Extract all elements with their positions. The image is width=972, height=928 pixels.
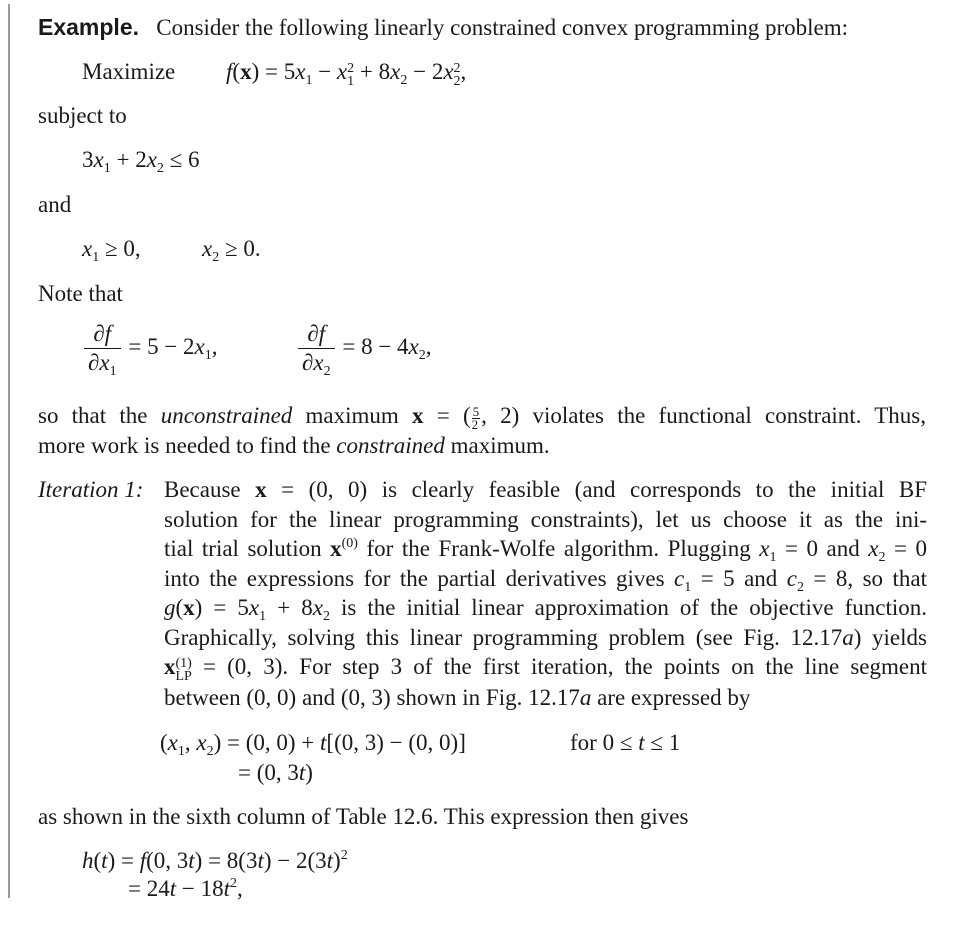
example-heading-line bbox=[38, 12, 848, 43]
and-label: and bbox=[38, 192, 72, 217]
subject-to-label: subject to bbox=[38, 103, 127, 128]
objective-keyword: Maximize bbox=[82, 59, 176, 84]
partial-derivative-x2: $\frac{\partial f}{\partial x_2}$ = $8 - 4x_2$, bbox=[296, 322, 432, 375]
intro-text: Consider the following linearly constrained convex programming problem: bbox=[156, 15, 849, 40]
unconstrained-paragraph: so that the unconstrained maximum x = ( $\frac{5}{2}$ , 2) violates the functional constraint. Thus, more work is needed to find the constrained maximum. bbox=[38, 403, 926, 458]
note-that-label: Note that bbox=[38, 281, 123, 306]
fraction: $\frac{\partial f}{\partial x_1}$ bbox=[84, 322, 121, 375]
fraction: $\frac{\partial f}{\partial x_2}$ bbox=[298, 322, 335, 375]
objective-function: $f(x) = 5x_1 - x$ 2 1 + $8x_2 - 2x$ 2 2 , bbox=[226, 59, 467, 89]
h-expression: h(t) = f(0, $3t) = 8(3t) - 2(3t)^2$ bbox=[82, 848, 348, 873]
nonneg-x1: $x_1 \ge 0$, bbox=[82, 236, 141, 265]
segment-equation: ($x_1$, $x_2) = (0$, 0) + t[(0, 3) − (0, 0)] bbox=[160, 730, 466, 759]
iteration-label: Iteration 1: bbox=[38, 477, 144, 502]
example-heading: Example. bbox=[38, 14, 139, 40]
as-shown-text: as shown in the sixth column of Table 12.6. This expression then gives bbox=[38, 804, 689, 829]
segment-equation-line2: = (0, 3t) bbox=[238, 760, 313, 785]
partial-derivative-x1: $\frac{\partial f}{\partial x_1}$ = $5 - 2x_1$, bbox=[82, 322, 218, 375]
iteration-paragraph: Because x = (0, 0) is clearly feasible (and corresponds to the initial BF solution for the linear programming constraints), let us choose it as the ini- tial trial solution $x^{(0)}$ for the Frank-Wolfe algorithm. Plugging $x_1 = 0$ and $x_2 = 0$ into the expressions for the partial derivatives gives $c_1 = 5$ and $c_2 = 8$, so that $g(x) = 5x_1 + 8x_2$ is the initial linear approximation of the objective function. Graphically, solving this linear programming problem (see Fig. 12.17a) yields x (1) LP = (0, 3). For step 3 of the first iteration, the points on the line segment between (0, 0) and (0, 3) shown in Fig. 12.17a are expressed by bbox=[164, 477, 927, 710]
h-expression-line2: = $24t - 18t^2$, bbox=[128, 876, 243, 901]
margin-rule bbox=[8, 4, 10, 898]
constraint-1: $3x_1 + 2x_2 \le 6$ bbox=[82, 147, 200, 176]
nonneg-x2: $x_2 \ge 0$. bbox=[202, 236, 261, 265]
segment-condition: for 0 ≤ t ≤ 1 bbox=[570, 730, 681, 755]
